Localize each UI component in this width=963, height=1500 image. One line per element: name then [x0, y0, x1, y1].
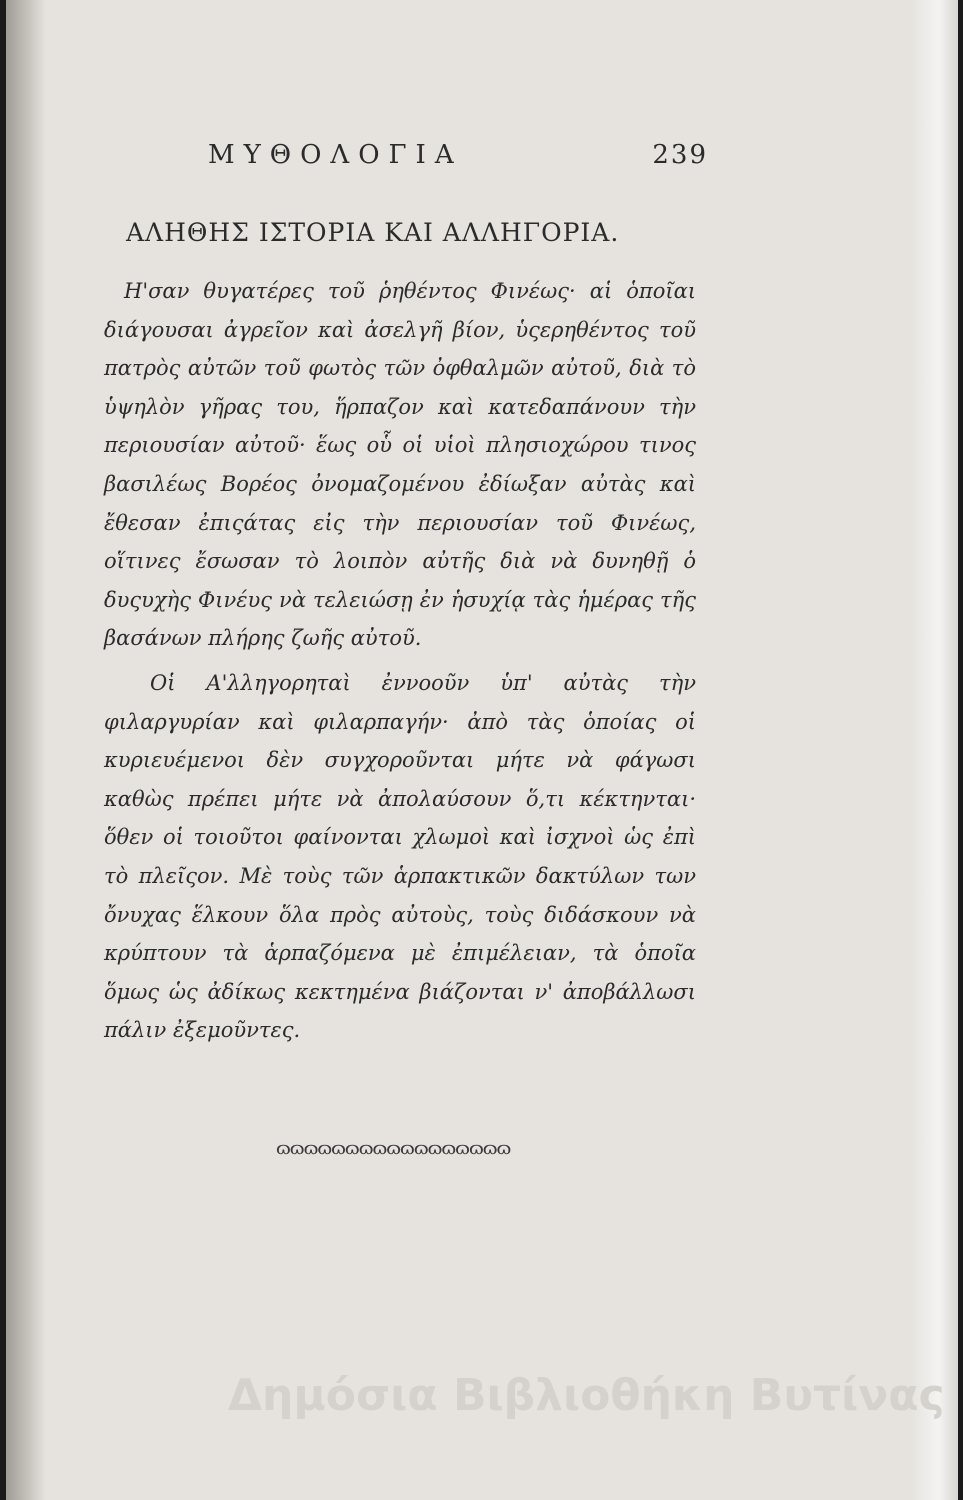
book-page	[6, 0, 958, 1500]
running-head	[104, 130, 708, 180]
paragraph-history: Η'σαν θυγατέρες τοῦ ῥηθέντος Φινέως· αἱ ὁποῖαι διάγουσαι ἀγρεῖον καὶ ἀσελγῆ βίον, ὑςερηθέντος τοῦ πατρὸς αὐτῶν τοῦ φωτὸς τῶν ὀφθαλμῶν αὐτοῦ, διὰ τὸ ὑψηλὸν γῆρας του, ἥρπαζον καὶ κατεδαπάνουν τὴν περιουσίαν αὐτοῦ· ἕως οὗ οἱ υἱοὶ πλησιοχώρου τινος βασιλέως Βορέος ὀνομαζομένου ἐδίωξαν αὐτὰς καὶ ἔθεσαν ἐπιςάτας εἰς τὴν περιουσίαν τοῦ Φινέως, οἵτινες ἔσωσαν τὸ λοιπὸν αὐτῆς διὰ νὰ δυνηθῇ ὁ δυςυχὴς Φινέυς νὰ τελειώσῃ ἐν ἡσυχίᾳ τὰς ἡμέρας τῆς βασάνων πλήρης ζωῆς αὐτοῦ.	[104, 279, 696, 651]
ornament-divider: ɷɷɷɷɷɷɷɷɷɷɷɷɷɷɷɷɷ	[276, 1137, 511, 1159]
page-content	[104, 130, 708, 1159]
page-number: 239	[652, 140, 708, 170]
library-watermark: Δημόσια Βιβλιοθήκη Βυτίνας	[228, 1370, 945, 1421]
paragraph-allegory: Οἱ Α'λληγορηταὶ ἐννοοῦν ὑπ' αὐτὰς τὴν φιλαργυρίαν καὶ φιλαρπαγήν· ἀπὸ τὰς ὁποίας οἱ κυριευέμενοι δὲν συγχοροῦνται μήτε νὰ φάγωσι καθὼς πρέπει μήτε νὰ ἀπολαύσουν ὅ,τι κέκτηνται· ὅθεν οἱ τοιοῦτοι φαίνονται χλωμοὶ καὶ ἰσχνοὶ ὡς ἐπὶ τὸ πλεῖςον. Μὲ τοὺς τῶν ἁρπακτικῶν δακτύλων των ὄνυχας ἕλκουν ὅλα πρὸς αὐτοὺς, τοὺς διδάσκουν νὰ κρύπτουν τὰ ἁρπαζόμενα μὲ ἐπιμέλειαν, τὰ ὁποῖα ὅμως ὡς ἀδίκως κεκτημένα βιάζονται ν' ἀποβάλλωσι πάλιν ἐξεμοῦντες.	[104, 670, 696, 1043]
page-edge	[910, 0, 958, 1500]
section-title: ΑΛΗΘΗΣ ΙΣΤΟΡΙΑ ΚΑΙ ΑΛΛΗΓΟΡΙΑ.	[126, 218, 620, 247]
running-head-title: ΜΥΘΟΛΟΓΙΑ	[208, 140, 463, 170]
